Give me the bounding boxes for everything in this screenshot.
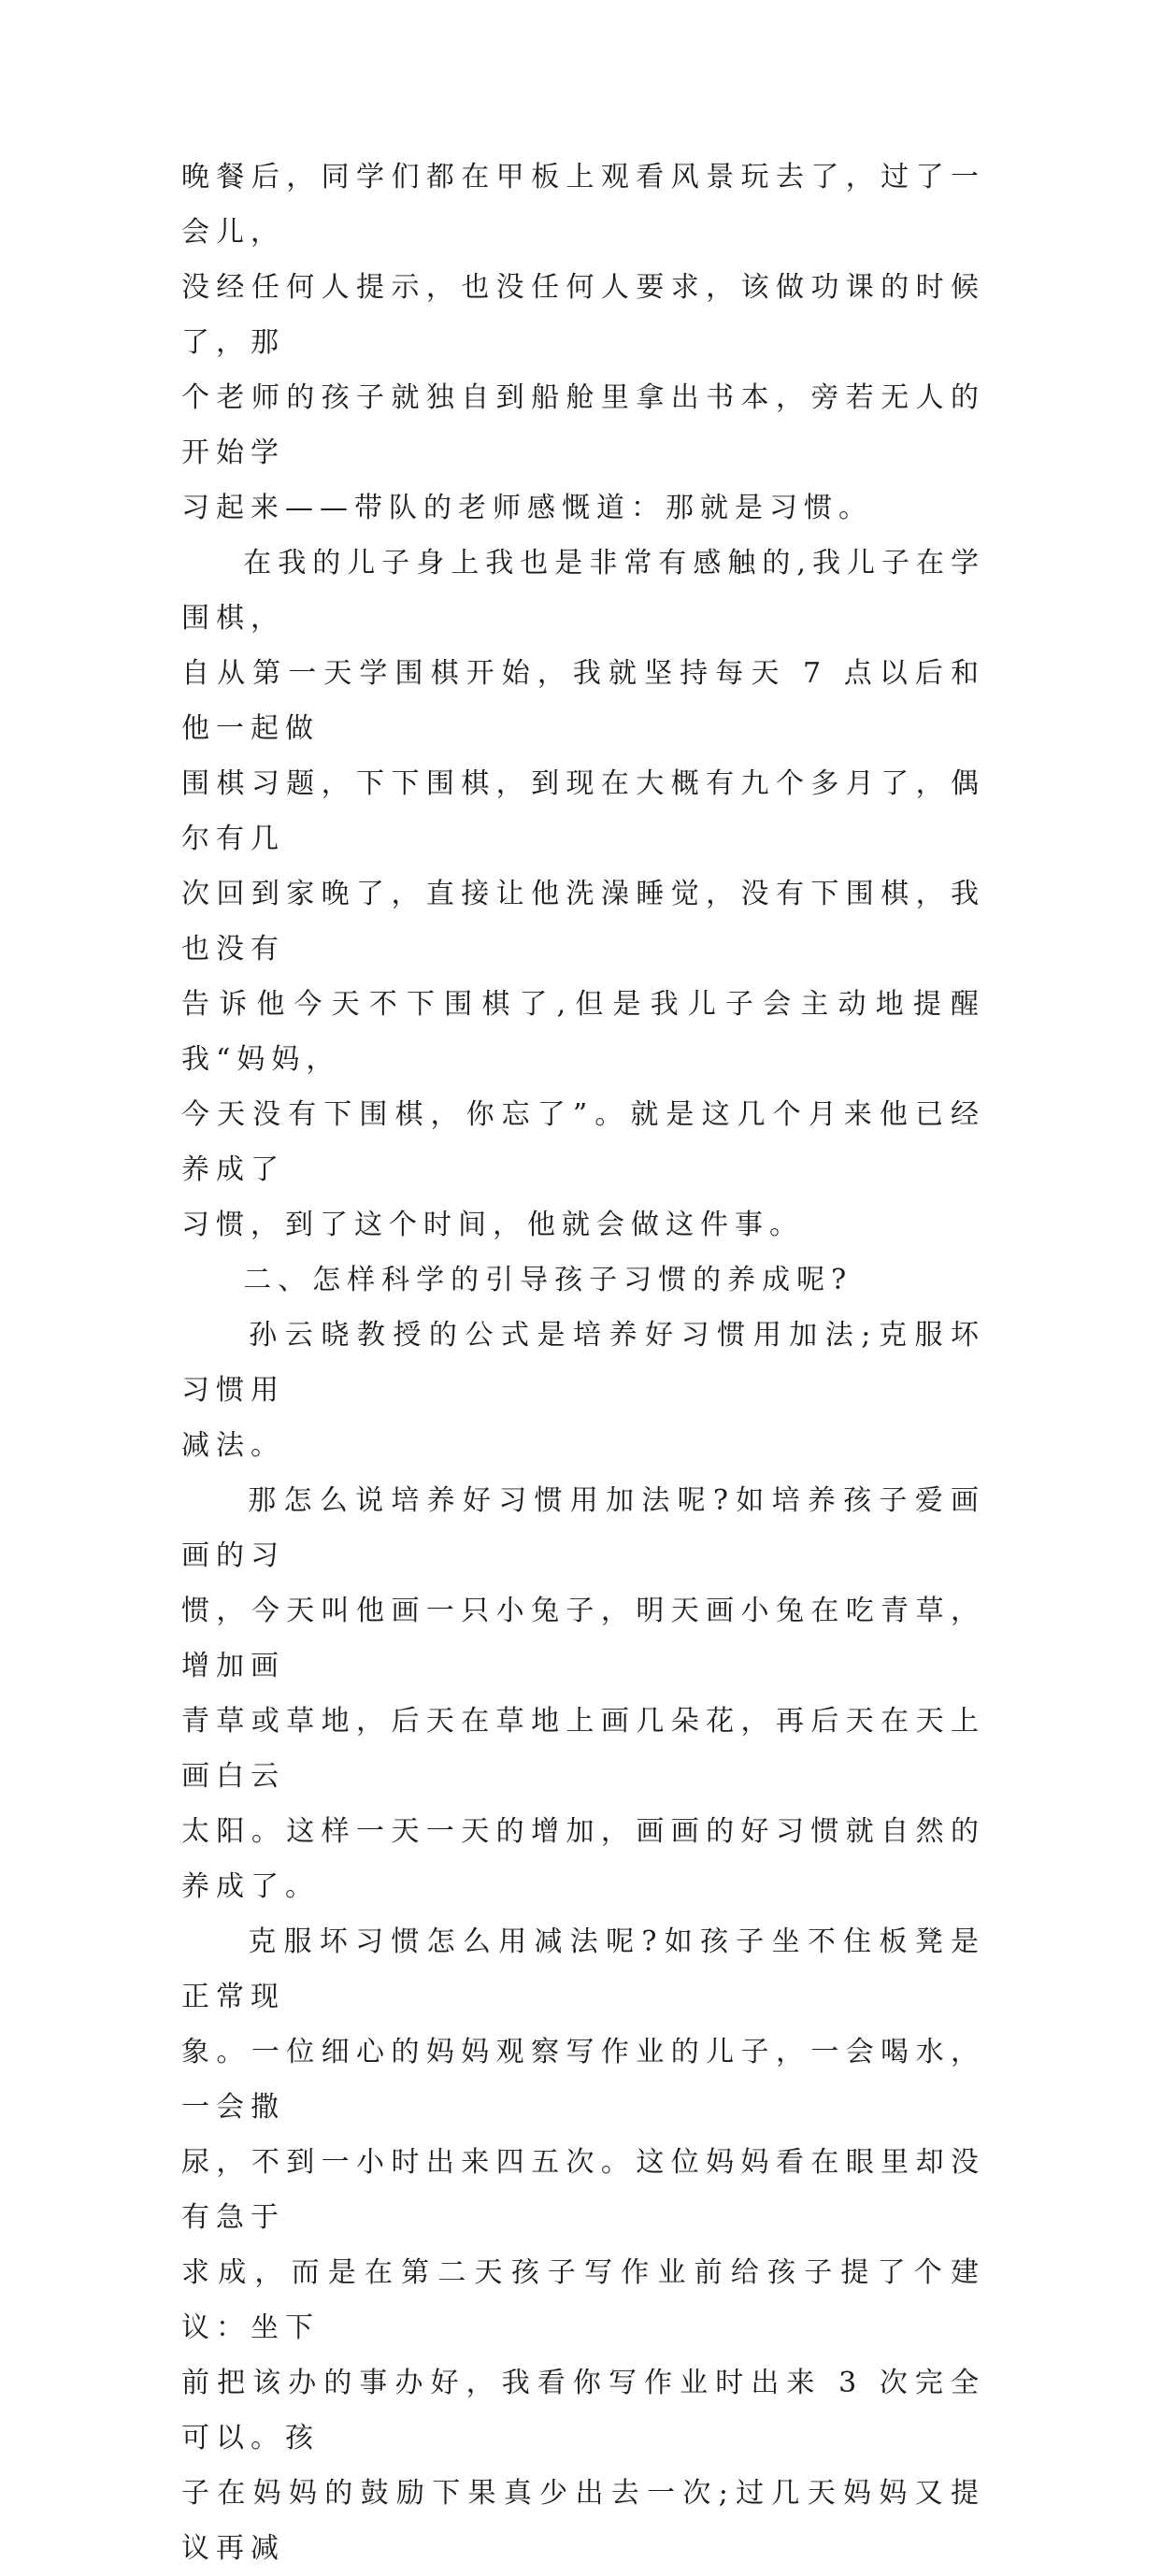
paragraph-4: 孙云晓教授的公式是培养好习惯用加法;克服坏习惯用 减法。: [181, 1319, 986, 1462]
paragraph-1: 晚餐后，同学们都在甲板上观看风景玩去了，过了一会儿， 没经任何人提示，也没任何人要求，该做功课的时候了，那 个老师的孩子就独自到船舱里拿出书本，旁若无人的开始学 习起来——带队的老师感慨道：那就是习惯。: [181, 161, 985, 524]
paragraph-3-heading: 二、怎样科学的引导孩子习惯的养成呢?: [181, 1264, 853, 1296]
paragraph-2: 在我的儿子身上我也是非常有感触的,我儿子在学围棋， 自从第一天学围棋开始，我就坚持每天 7 点以后和他一起做 围棋习题，下下围棋，到现在大概有九个多月了，偶尔有几 次回到家晚了，直接让他洗澡睡觉，没有下围棋，我也没有 告诉他今天不下围棋了,但是我儿子会主动地提醒我“妈妈， 今天没有下围棋，你忘了”。就是这几个月来他已经养成了 习惯，到了这个时间，他就会做这件事。: [181, 547, 985, 1241]
document-body: [181, 150, 985, 2576]
paragraph-5: 那怎么说培养好习惯用加法呢?如培养孩子爱画画的习 惯，今天叫他画一只小兔子，明天画小兔在吃青草，增加画 青草或草地，后天在草地上画几朵花，再后天在天上画白云 太阳。这样一天一天的增加，画画的好习惯就自然的养成了。: [181, 1484, 985, 1903]
paragraph-6: 克服坏习惯怎么用减法呢?如孩子坐不住板凳是正常现 象。一位细心的妈妈观察写作业的儿子，一会喝水，一会撒 尿，不到一小时出来四五次。这位妈妈看在眼里却没有急于 求成，而是在第二天孩子写作业前给孩子提了个建议：坐下 前把该办的事办好，我看你写作业时出来 3 次完全可以。孩 子在妈妈的鼓励下果真少出去一次;过几天妈妈又提议再减: [181, 1925, 985, 2565]
